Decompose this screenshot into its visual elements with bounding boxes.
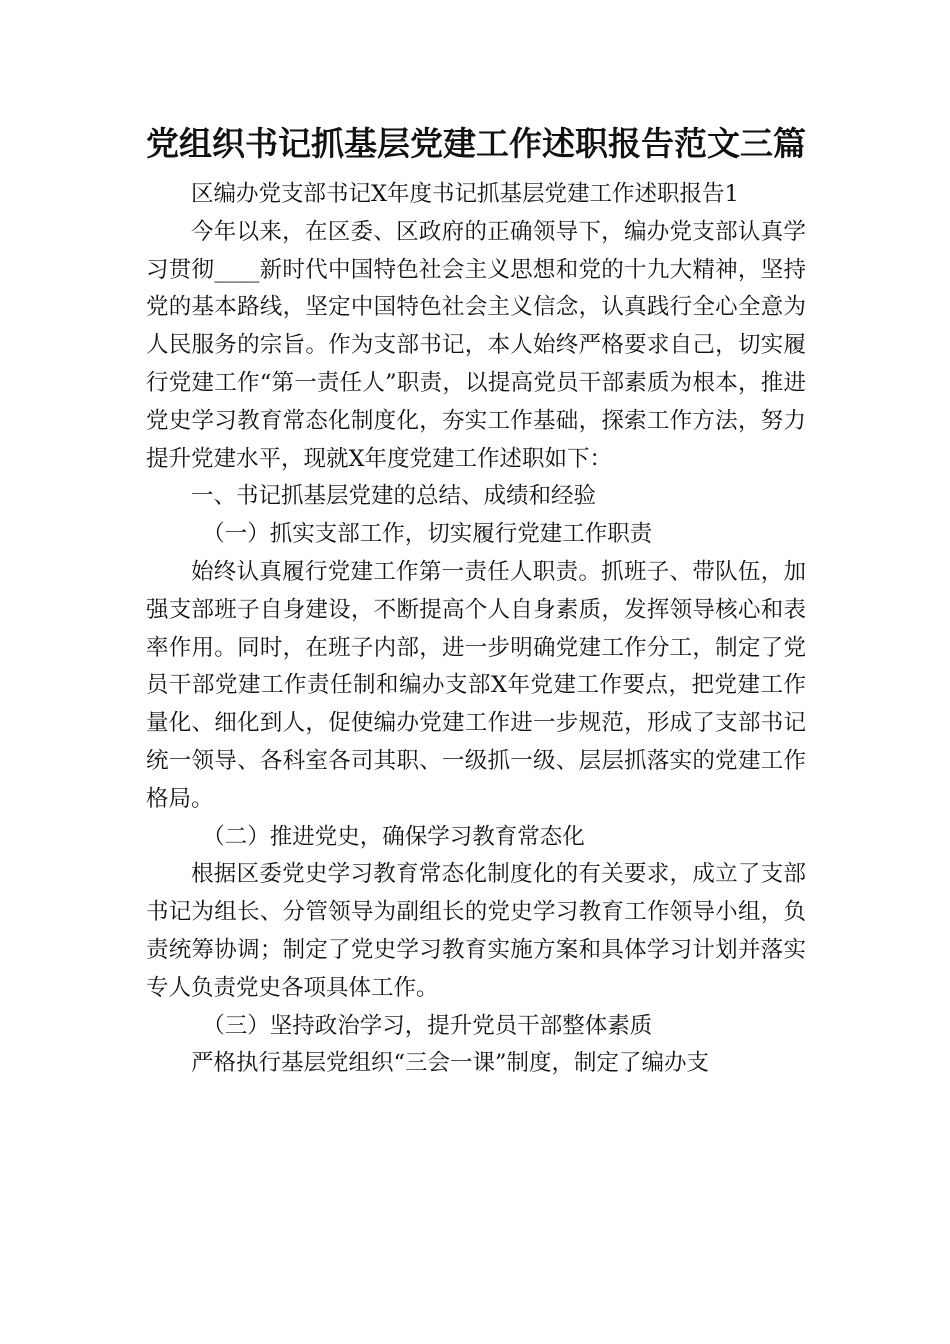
report-title: 区编办党支部书记X年度书记抓基层党建工作述职报告1 — [191, 181, 739, 207]
section-heading: 一、书记抓基层党建的总结、成绩和经验 — [191, 483, 597, 510]
document-body — [146, 176, 806, 1083]
subheading-2: （二）推进党史，确保学习教育常态化 — [202, 823, 585, 850]
document-page — [146, 0, 806, 1083]
paragraph-3: 严格执行基层党组织“三会一课”制度，制定了编办支 — [191, 1050, 710, 1077]
paragraph-1: 始终认真履行党建工作第一责任人职责。抓班子、带队伍，加强支部班子自身建设，不断提高个人自身素质，发挥领导核心和表率作用。同时，在班子内部，进一步明确党建工作分工，制定了党员干部党建工作责任制和编办支部X年党建工作要点，把党建工作量化、细化到人，促使编办党建工作进一步规范，形成了支部书记统一领导、各科室各司其职、一级抓一级、层层抓落实的党建工作格局。 — [146, 558, 806, 812]
document-title: 党组织书记抓基层党建工作述职报告范文三篇 — [146, 124, 806, 163]
subheading-3: （三）坚持政治学习，提升党员干部整体素质 — [202, 1012, 653, 1039]
subheading-1: （一）抓实支部工作，切实履行党建工作职责 — [202, 521, 653, 548]
paragraph-2: 根据区委党史学习教育常态化制度化的有关要求，成立了支部书记为组长、分管领导为副组长的党史学习教育工作领导小组，负责统筹协调；制定了党史学习教育实施方案和具体学习计划并落实专人负责党史各项具体工作。 — [146, 861, 806, 1001]
paragraph-intro: 今年以来，在区委、区政府的正确领导下，编办党支部认真学习贯彻____新时代中国特色社会主义思想和党的十九大精神，坚持党的基本路线，坚定中国特色社会主义信念，认真践行全心全意为人民服务的宗旨。作为支部书记，本人始终严格要求自己，切实履行党建工作“第一责任人”职责，以提高党员干部素质为根本，推进党史学习教育常态化制度化，夯实工作基础，探索工作方法，努力提升党建水平，现就X年度党建工作述职如下： — [146, 218, 806, 472]
